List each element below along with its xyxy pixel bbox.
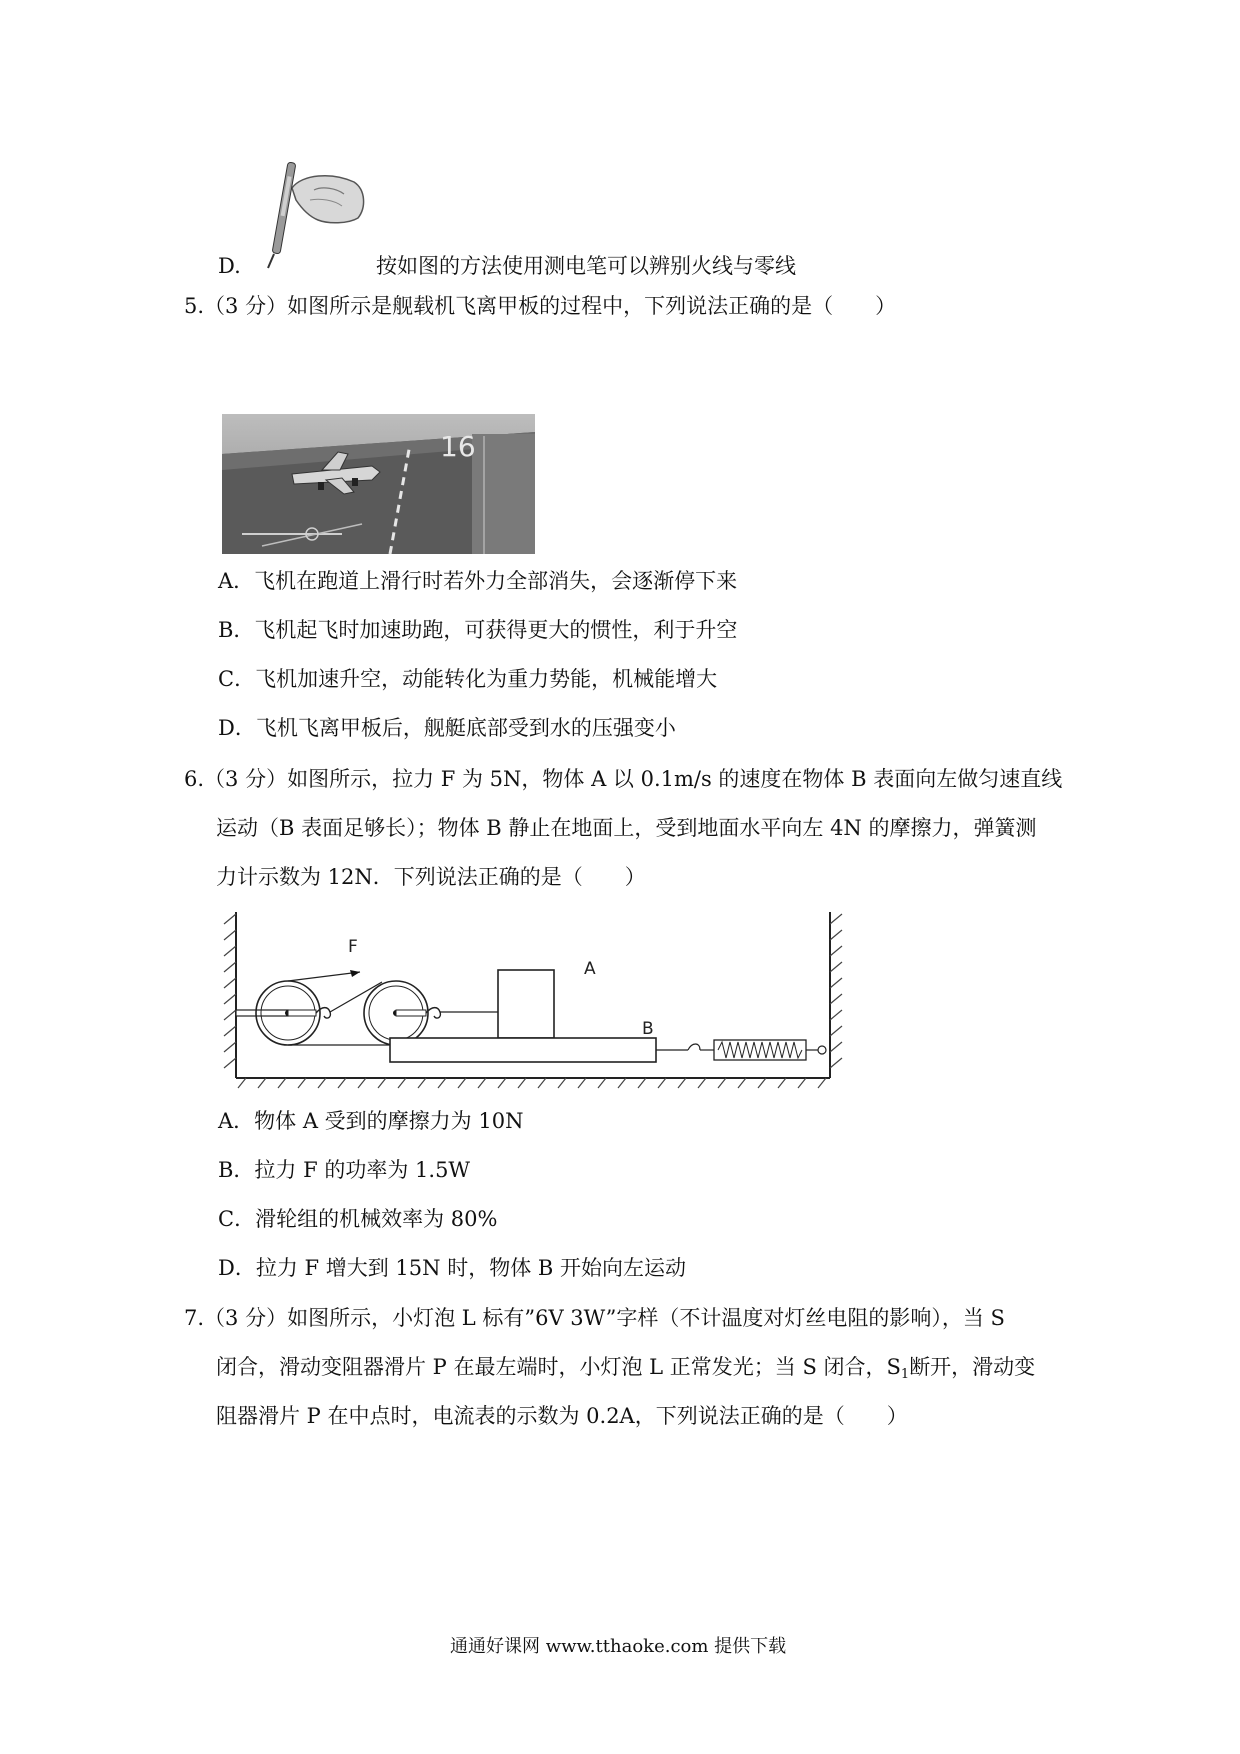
q7-stem-line-2: [216, 1353, 1035, 1389]
q7-stem-line-2-part-b: 断开，滑动变: [909, 1355, 1036, 1379]
q4-option-d-letter: D.: [218, 254, 241, 278]
q5-option-c: C．飞机加速升空，动能转化为重力势能，机械能增大: [218, 667, 718, 691]
pulley-diagram: [222, 910, 858, 1090]
q7-switch-subscript: 1: [900, 1367, 910, 1382]
block-label-b: B: [642, 1019, 654, 1039]
q7-stem-line-1: 7.（3 分）如图所示，小灯泡 L 标有”6V 3W”字样（不计温度对灯丝电阻的影响），当 S: [184, 1306, 1005, 1330]
q5-option-b: B．飞机起飞时加速助跑，可获得更大的惯性，利于升空: [218, 618, 738, 642]
q7-stem-line-2-part-a: 闭合，滑动变阻器滑片 P 在最左端时，小灯泡 L 正常发光；当 S 闭合，S: [216, 1355, 901, 1379]
q5-option-d: D．飞机飞离甲板后，舰艇底部受到水的压强变小: [218, 716, 676, 740]
carrier-deck-photo: [222, 414, 535, 554]
q6-stem-line-1: 6.（3 分）如图所示，拉力 F 为 5N，物体 A 以 0.1m/s 的速度在物体 B 表面向左做匀速直线: [184, 767, 1063, 791]
q6-stem-line-2: 运动（B 表面足够长）；物体 B 静止在地面上，受到地面水平向左 4N 的摩擦力，弹簧测: [216, 816, 1037, 840]
q7-stem-line-3: 阻器滑片 P 在中点时，电流表的示数为 0.2A，下列说法正确的是（ ）: [216, 1404, 908, 1428]
q6-stem-line-3: 力计示数为 12N．下列说法正确的是（ ）: [216, 865, 646, 889]
q6-option-d: D．拉力 F 增大到 15N 时，物体 B 开始向左运动: [218, 1256, 686, 1280]
q6-option-b: B．拉力 F 的功率为 1.5W: [218, 1158, 471, 1182]
page-footer: 通通好课网 www.tthaoke.com 提供下载: [450, 1636, 787, 1657]
q6-option-a: A．物体 A 受到的摩擦力为 10N: [218, 1109, 524, 1133]
q5-option-a: A．飞机在跑道上滑行时若外力全部消失，会逐渐停下来: [218, 569, 738, 593]
block-label-a: A: [584, 959, 596, 979]
q5-stem: 5.（3 分）如图所示是舰载机飞离甲板的过程中，下列说法正确的是（ ）: [184, 294, 897, 318]
q4-option-d-text: 按如图的方法使用测电笔可以辨别火线与零线: [376, 254, 796, 278]
force-label-f: F: [348, 937, 358, 957]
q6-option-c: C．滑轮组的机械效率为 80%: [218, 1207, 498, 1231]
test-pen-photo: [262, 160, 372, 270]
deck-number: 16: [440, 430, 476, 463]
